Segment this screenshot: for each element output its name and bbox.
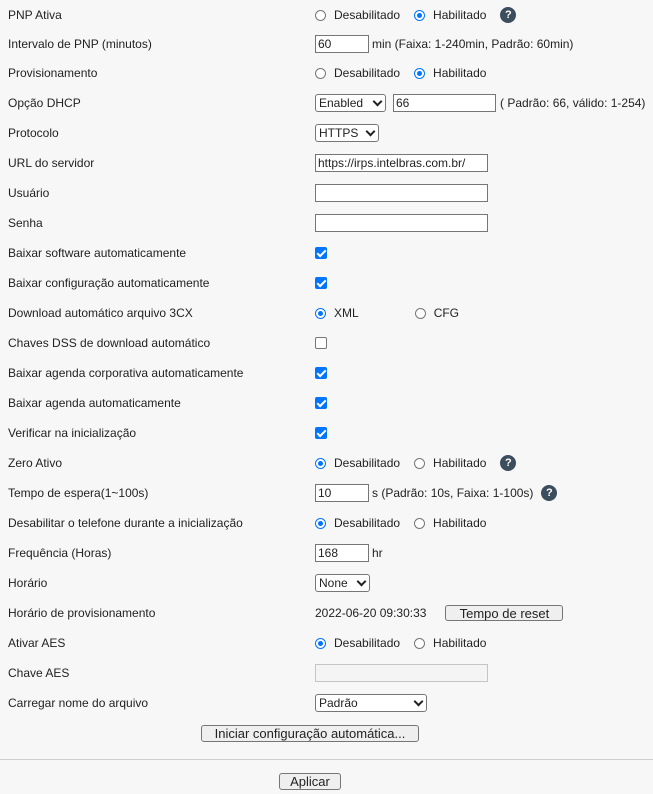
frequency-label: Frequência (Horas) [8,546,112,560]
pnp-disabled-radio[interactable] [315,10,326,21]
dhcp-option-select-value: Enabled [319,96,364,110]
provisioning-disabled-label: Desabilitado [334,66,401,80]
auto-config-checkbox[interactable] [315,277,327,289]
zero-help-icon[interactable]: ? [500,455,516,471]
pnp-interval-label: Intervalo de PNP (minutos) [8,37,152,51]
dhcp-option-select[interactable] [315,94,386,112]
disable-phone-label: Desabilitar o telefone durante a inicialização [8,516,243,530]
disable-phone-disabled-radio[interactable] [315,518,326,529]
password-label: Senha [8,216,43,230]
zero-enabled-radio[interactable] [414,458,425,469]
disable-phone-enabled-radio[interactable] [414,518,425,529]
phonebook-label: Baixar agenda automaticamente [8,396,181,410]
row-password [0,208,653,238]
dss-keys-checkbox[interactable] [315,337,327,349]
3cx-xml-radio[interactable] [315,308,326,319]
upload-filename-label: Carregar nome do arquivo [8,696,149,710]
prov-time-label: Horário de provisionamento [8,606,156,620]
pnp-enabled-label: Habilitado [433,8,487,22]
row-user [0,178,653,208]
chevron-down-icon [373,97,383,107]
chevron-down-icon [357,577,367,587]
schedule-select-value: None [319,576,348,590]
row-schedule [0,568,653,598]
auto-software-label: Baixar software automaticamente [8,246,187,260]
user-label: Usuário [8,186,50,200]
aes-enabled-radio[interactable] [414,638,425,649]
aes-disabled-label: Desabilitado [334,636,401,650]
row-zero-active [0,448,653,478]
server-url-input[interactable]: https://irps.intelbras.com.br/ [315,154,488,172]
check-boot-checkbox[interactable] [315,427,327,439]
pnp-interval-input[interactable]: 60 [315,35,369,53]
row-frequency [0,538,653,568]
pnp-enabled-radio[interactable] [414,10,425,21]
protocol-select[interactable] [315,124,379,142]
provisioning-enabled-label: Habilitado [433,66,487,80]
reset-time-button[interactable]: Tempo de reset [445,605,563,621]
password-input[interactable] [315,214,488,232]
user-input[interactable] [315,184,488,202]
auto-config-label: Baixar configuração automaticamente [8,276,210,290]
dhcp-option-label: Opção DHCP [8,96,81,110]
schedule-label: Horário [8,576,48,590]
3cx-xml-label: XML [334,306,359,320]
frequency-unit: hr [372,546,383,560]
dhcp-option-hint: ( Padrão: 66, válido: 1-254) [500,96,646,110]
provisioning-disabled-radio[interactable] [315,68,326,79]
row-dhcp-option [0,88,653,118]
divider [0,759,653,760]
row-upload-filename [0,688,653,718]
provisioning-enabled-radio[interactable] [414,68,425,79]
row-auto-3cx [0,298,653,328]
row-protocol [0,118,653,148]
zero-active-label: Zero Ativo [8,456,63,470]
corp-phonebook-checkbox[interactable] [315,367,327,379]
server-url-label: URL do servidor [8,156,95,170]
auto-3cx-label: Download automático arquivo 3CX [8,306,193,320]
protocol-select-value: HTTPS [319,126,359,140]
pnp-interval-hint: min (Faixa: 1-240min, Padrão: 60min) [372,37,574,51]
pnp-disabled-label: Desabilitado [334,8,401,22]
wait-time-label: Tempo de espera(1~100s) [8,486,149,500]
provisioning-label: Provisionamento [8,66,98,80]
row-aes-key [0,658,653,688]
row-wait-time [0,478,653,508]
row-auto-software [0,238,653,268]
auto-software-checkbox[interactable] [315,247,327,259]
start-auto-config-button[interactable]: Iniciar configuração automática... [201,725,419,742]
row-check-boot [0,418,653,448]
row-server-url [0,148,653,178]
dss-keys-label: Chaves DSS de download automático [8,336,211,350]
wait-time-help-icon[interactable]: ? [541,485,557,501]
row-pnp-active [0,0,653,30]
apply-button[interactable]: Aplicar [279,773,341,790]
aes-disabled-radio[interactable] [315,638,326,649]
aes-enabled-label: Habilitado [433,636,487,650]
aes-label: Ativar AES [8,636,66,650]
chevron-down-icon [414,697,424,707]
row-corp-phonebook [0,358,653,388]
wait-time-hint: s (Padrão: 10s, Faixa: 1-100s) [372,486,534,500]
3cx-cfg-radio[interactable] [415,308,426,319]
phonebook-checkbox[interactable] [315,397,327,409]
corp-phonebook-label: Baixar agenda corporativa automaticamente [8,366,244,380]
upload-filename-select[interactable] [315,694,427,712]
row-dss-keys [0,328,653,358]
row-pnp-interval [0,29,653,59]
prov-time-value: 2022-06-20 09:30:33 [315,606,427,620]
upload-filename-select-value: Padrão [319,696,358,710]
zero-disabled-label: Desabilitado [334,456,401,470]
row-aes [0,628,653,658]
dhcp-option-input[interactable]: 66 [393,94,496,112]
row-prov-time [0,598,653,628]
row-disable-phone [0,508,653,538]
wait-time-input[interactable]: 10 [315,484,369,502]
disable-phone-disabled-label: Desabilitado [334,516,401,530]
zero-disabled-radio[interactable] [315,458,326,469]
disable-phone-enabled-label: Habilitado [433,516,487,530]
zero-enabled-label: Habilitado [433,456,487,470]
schedule-select[interactable] [315,574,370,592]
row-provisioning [0,58,653,88]
pnp-help-icon[interactable]: ? [500,7,516,23]
aes-key-input[interactable] [315,664,488,682]
pnp-active-label: PNP Ativa [8,8,62,22]
chevron-down-icon [366,127,376,137]
protocol-label: Protocolo [8,126,59,140]
row-phonebook [0,388,653,418]
check-boot-label: Verificar na inicialização [8,426,137,440]
frequency-input[interactable]: 168 [315,544,369,562]
row-auto-config [0,268,653,298]
3cx-cfg-label: CFG [433,306,460,320]
aes-key-label: Chave AES [8,666,70,680]
